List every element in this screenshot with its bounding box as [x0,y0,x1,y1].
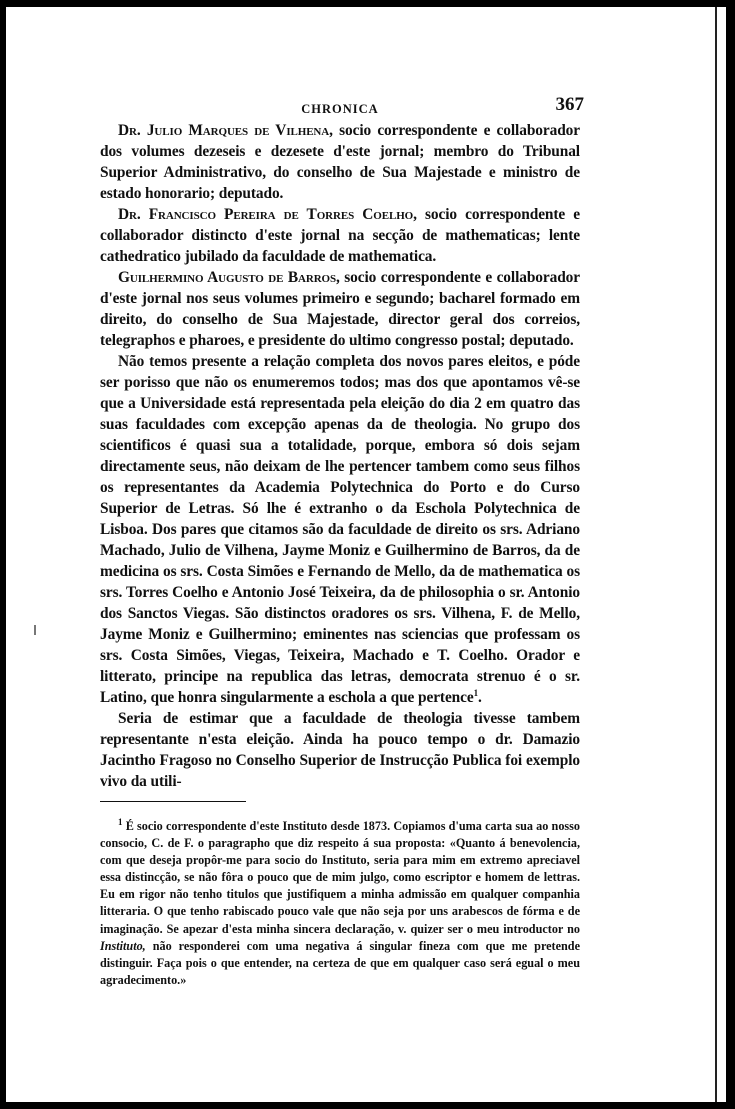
paragraph-tail: . [478,689,482,706]
running-head [100,90,584,120]
scan-border-top [0,0,735,7]
footnote-text: É socio correspondente d'este Instituto desde 1873. Copiamos d'uma carta sua ao nosso consocio, C. de F. o paragrapho que diz respeito á sua proposta: «Quanto á benevolencia, com que deseja propôr-me para socio do Instituto, seria para mim em extremo apreciavel essa distincção, se não fôra o pouco que de mim julgo, como escriptor e homem de lettras. Eu em rigor não tenho titulos que justifiquem a minha admissão em qualquer companhia litteraria. O que tenho rabiscado pouco vale que não seja por uns arabescos de fórma e de imaginação. Se apezar d'esta minha sincera declaração, v. quizer ser o meu introductor no [100,819,580,936]
person-name: Guilhermino Augusto de Barros, [118,269,340,286]
body-text [100,120,580,792]
scan-border-left [0,0,6,1109]
paragraph-text: Não temos presente a relação completa dos novos pares eleitos, e póde ser porisso que não os enumeremos todos; mas dos que apontamos vê-se que a Universidade está representada pela eleição do dia 2 em quatro das suas faculdades com excepção apenas da de theologia. No grupo dos scientificos é quasi sua a totalidade, porque, embora só dois sejam directamente seus, não deixam de lhe pertencer tambem como seus filhos os representantes da Academia Polytechnica do Porto e do Curso Superior de Letras. Só lhe é extranho o da Eschola Polytechnica de Lisboa. Dos pares que citamos são da faculdade de direito os srs. Adriano Machado, Julio de Vilhena, Jayme Moniz e Guilhermino de Barros, da de medicina os srs. Costa Simões e Fernando de Mello, da de mathematica os srs. Torres Coelho e Antonio José Teixeira, da de philosophia o sr. Antonio dos Sanctos Viegas. São distinctos oradores os srs. Vilhena, F. de Mello, Jayme Moniz e Guilhermino; eminentes nas sciencias que professam os srs. Costa Simões, Viegas, Teixeira, Machado e T. Coelho. Orador e litterato, principe na republica das letras, democrata strenuo é o sr. Latino, que honra singularmente a eschola a que pertence [100,353,580,706]
scan-border-right [726,0,735,1109]
paragraph-torres-coelho [100,204,580,267]
footnote-marker: 1 [118,816,123,827]
page-number: 367 [555,94,584,115]
footnote [100,818,580,989]
running-head-title: CHRONICA [301,102,379,116]
scan-border-bottom [0,1102,735,1109]
footnote-reference: 1 [473,687,479,698]
footnote-italic: Instituto, [100,938,146,953]
paragraph-text: socio correspondente e collaborador d'este jornal nos seus volumes primeiro e segundo; bacharel formado em direito, do conselho de Sua Majestade, director geral dos correios, telegraphos e pharoes, e presidente do ultimo congresso postal; deputado. [100,269,581,349]
paragraph-text: socio correspondente e collaborador dos volumes dezeseis e dezesete d'este jornal; membro do Tribunal Superior Administrativo, do conselho de Sua Majestade e ministro de estado honorario; deputado. [100,122,580,202]
scan-border-inner-line [715,7,717,1102]
page [100,90,584,989]
margin-mark [34,625,36,635]
paragraph-theologia [100,708,580,792]
footnote-rule [100,801,246,802]
paragraph-pares-eleitos [100,351,580,708]
paragraph-vilhena [100,120,580,204]
person-name: Dr. Julio Marques de Vilhena, [118,122,333,139]
person-name: Dr. Francisco Pereira de Torres Coelho, [118,206,417,223]
paragraph-barros [100,267,580,351]
paragraph-text: Seria de estimar que a faculdade de theologia tivesse tambem representante n'esta eleição. Ainda ha pouco tempo o dr. Damazio Jacintho Fragoso no Conselho Superior de Instrucção Publica foi exemplo vivo da utili- [100,710,580,790]
paragraph-text: socio correspondente e collaborador distincto d'este jornal na secção de mathematicas; lente cathedratico jubilado da faculdade de mathematica. [100,206,580,265]
footnote-text-end: não responderei com uma negativa á singular fineza com que me pretende distinguir. Faça pois o que entender, na certeza de que em qualquer caso será egual o meu agradecimento.» [100,938,580,987]
